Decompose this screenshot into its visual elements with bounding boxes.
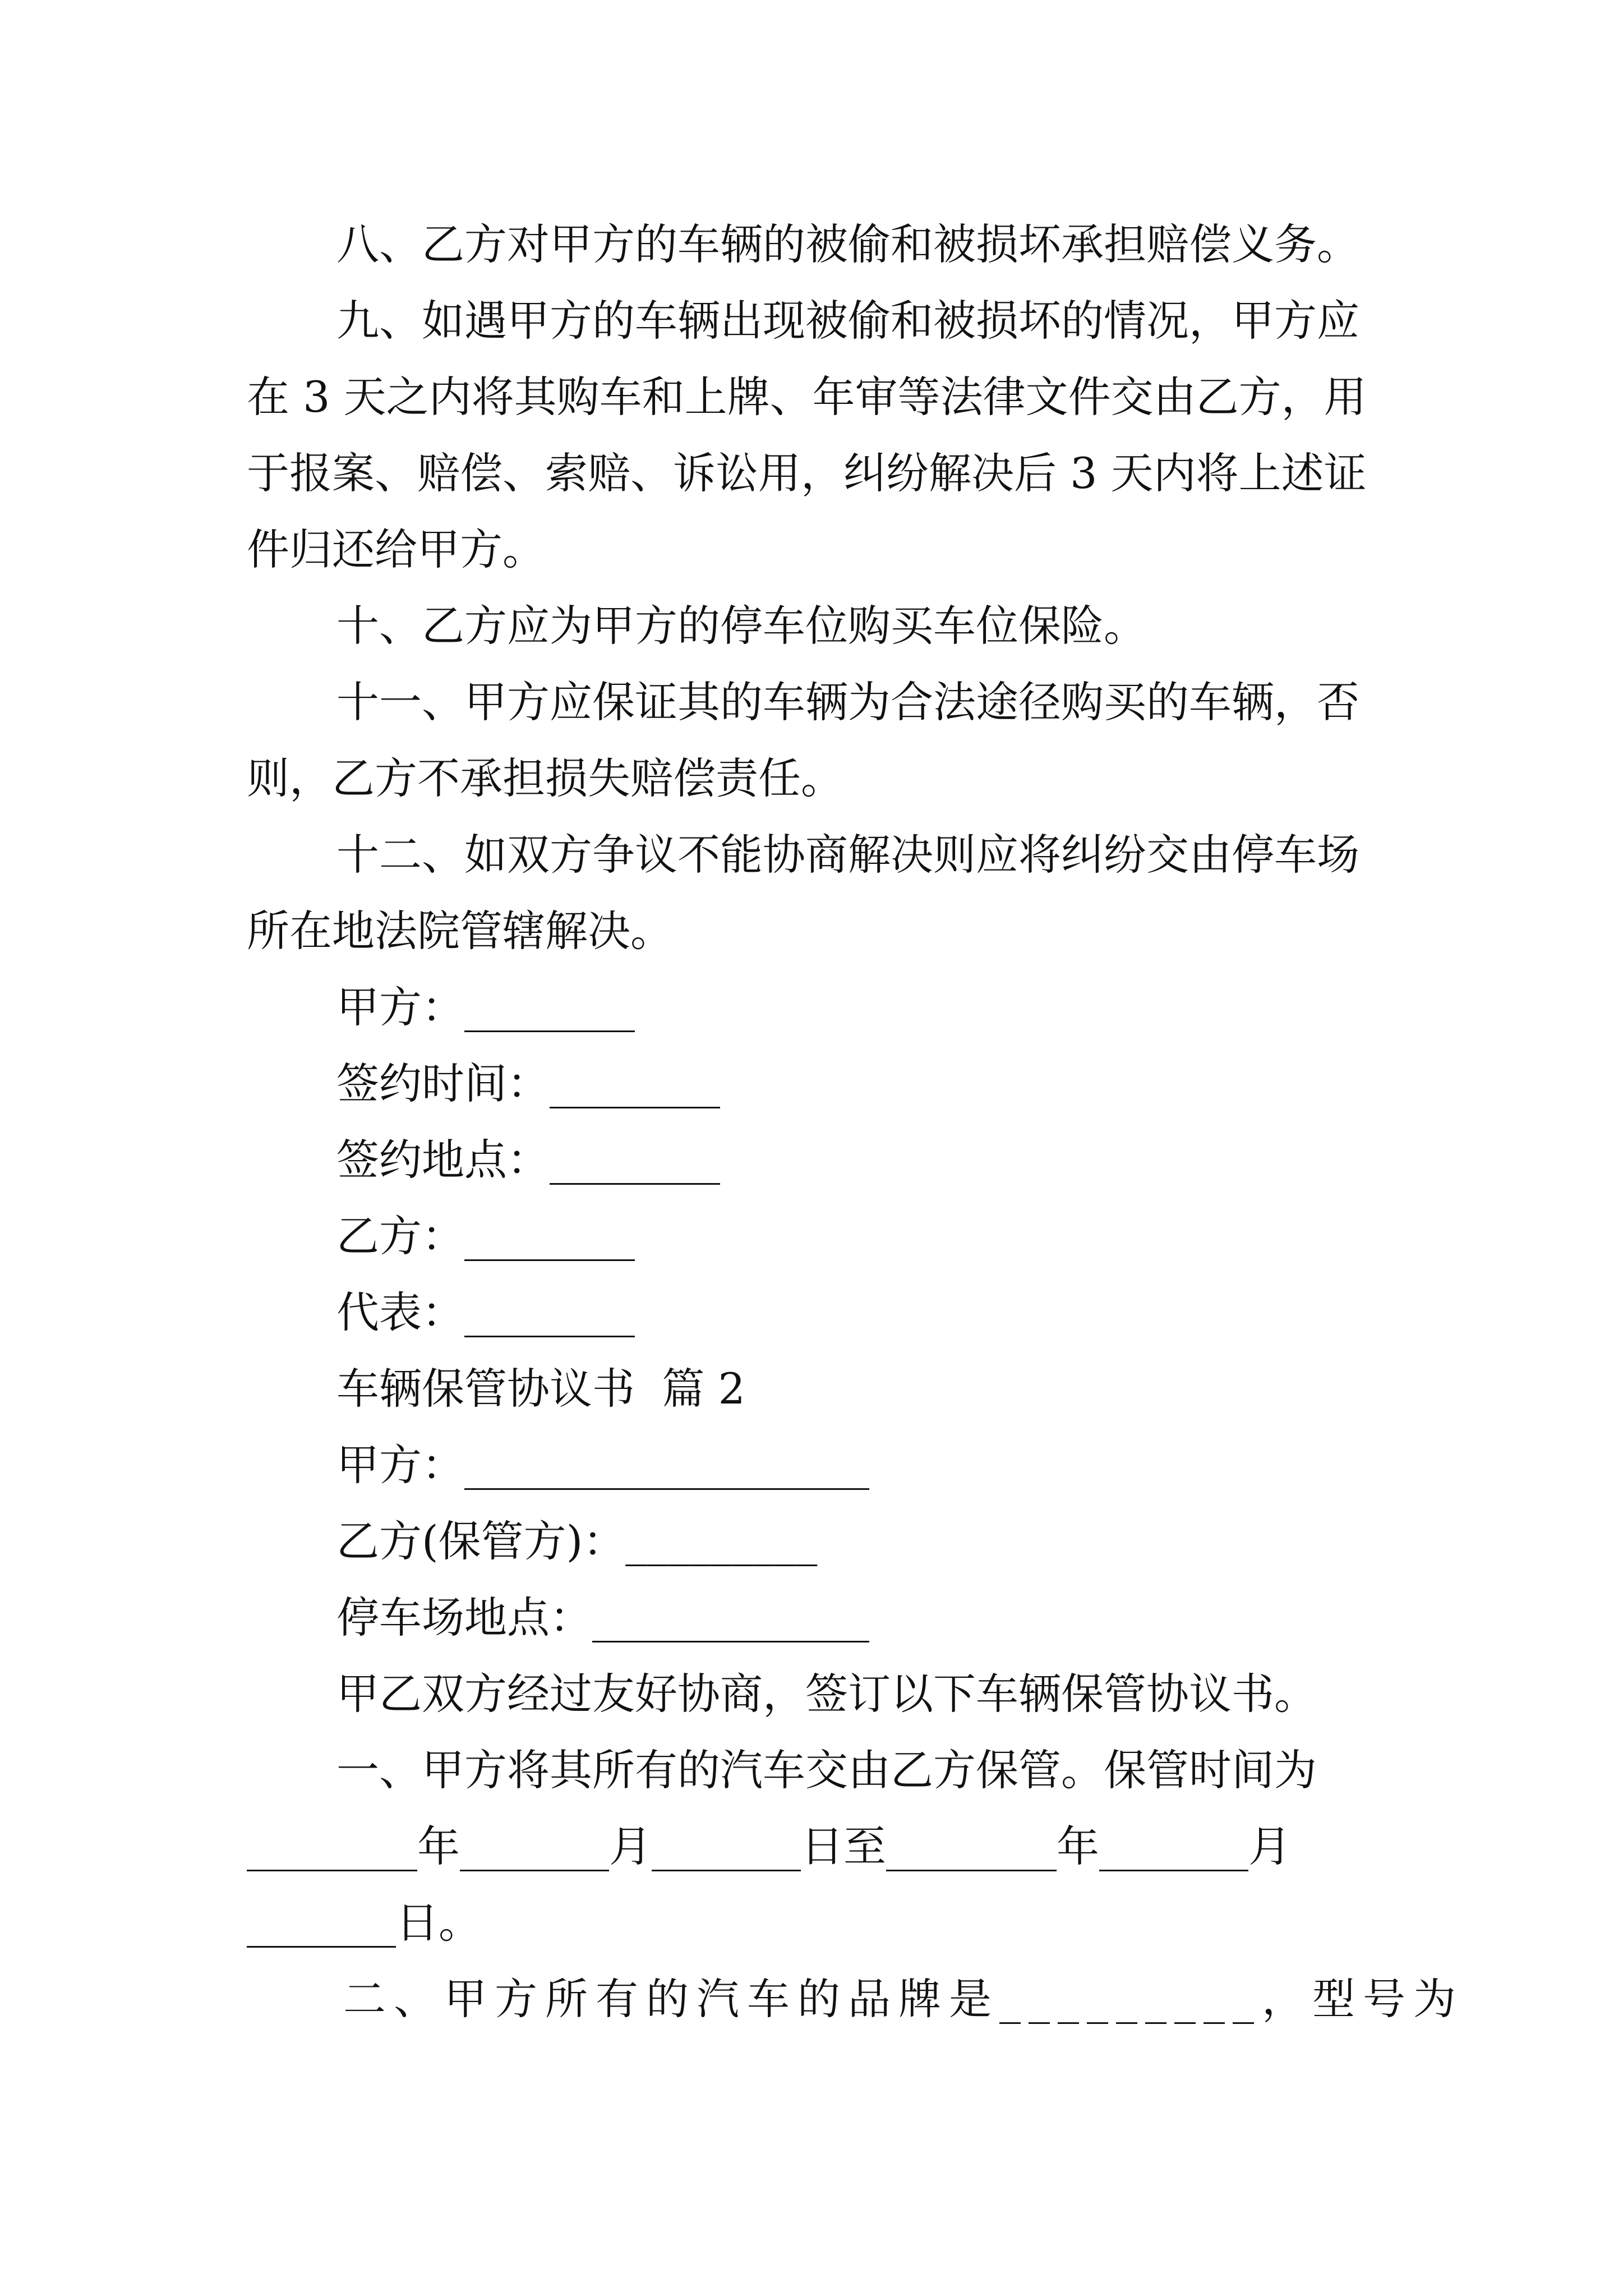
- signature-party-a: 甲方：________: [336, 982, 635, 1032]
- section-2-clause-1-line-1: 一、甲方将其所有的汽车交由乙方保管。保管时间为: [336, 1745, 1317, 1795]
- section-2-intro: 甲乙双方经过友好协商，签订以下车辆保管协议书。: [336, 1669, 1317, 1719]
- clause-12-line-1: 十二、如双方争议不能协商解决则应将纠纷交由停车场: [336, 830, 1359, 880]
- section-2-clause-2: 二、甲方所有的汽车的品牌是_________，型号为: [343, 1974, 1464, 2024]
- section-2-clause-1-line-2: ________年_______月_______日至________年_______月: [247, 1821, 1291, 1871]
- signature-party-b: 乙方：________: [336, 1211, 635, 1261]
- clause-9-line-2: 在 3 天之内将其购车和上牌、年审等法律文件交由乙方，用: [247, 372, 1367, 422]
- clause-8: 八、乙方对甲方的车辆的被偷和被损坏承担赔偿义务。: [336, 219, 1359, 269]
- section-2-party-b: 乙方(保管方)：_________: [336, 1516, 818, 1566]
- clause-9-line-1: 九、如遇甲方的车辆出现被偷和被损坏的情况，甲方应: [336, 296, 1359, 346]
- signature-representative: 代表：________: [336, 1287, 635, 1337]
- clause-10: 十、乙方应为甲方的停车位购买车位保险。: [336, 601, 1146, 651]
- section-2-party-a: 甲方：___________________: [336, 1440, 869, 1490]
- clause-9-line-3: 于报案、赔偿、索赔、诉讼用，纠纷解决后 3 天内将上述证: [247, 448, 1367, 498]
- clause-11-line-1: 十一、甲方应保证其的车辆为合法途径购买的车辆，否: [336, 677, 1359, 727]
- section-2-clause-1-line-3: _______日。: [247, 1898, 481, 1948]
- clause-9-line-4: 件归还给甲方。: [247, 524, 545, 574]
- section-2-parking-location: 停车场地点：_____________: [336, 1593, 869, 1642]
- section-2-title: 车辆保管协议书 篇 2: [336, 1364, 745, 1414]
- clause-12-line-2: 所在地法院管辖解决。: [247, 906, 673, 956]
- signature-place: 签约地点：________: [336, 1135, 720, 1185]
- clause-11-line-2: 则，乙方不承担损失赔偿责任。: [247, 753, 843, 803]
- signature-time: 签约时间：________: [336, 1059, 720, 1108]
